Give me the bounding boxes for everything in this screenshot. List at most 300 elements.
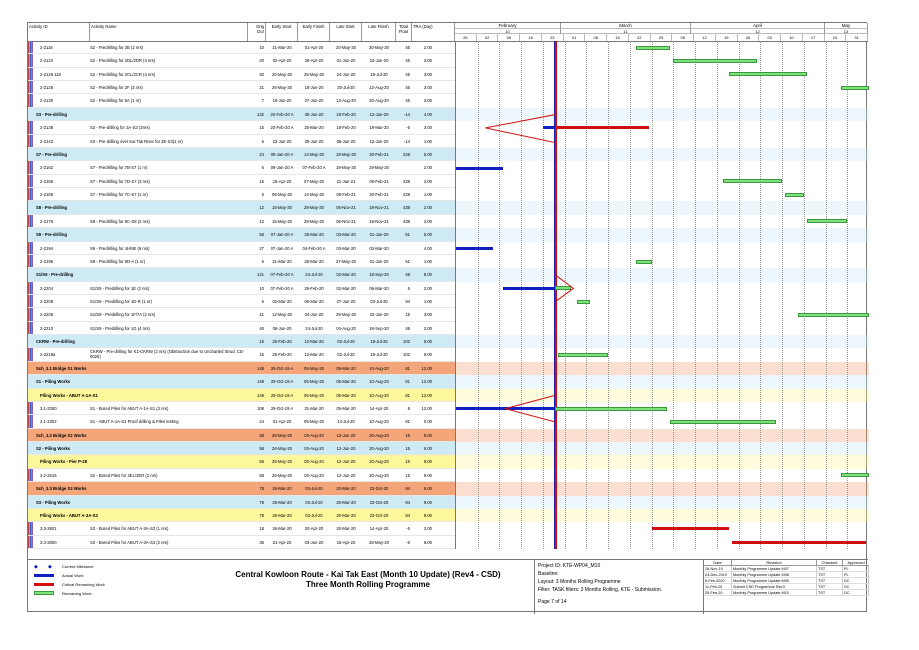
cell-tf: 228: [403, 178, 410, 184]
activity-id: 2-2219a: [40, 352, 56, 358]
cell-ls: 19-May-20: [335, 151, 356, 157]
rev-header-checked: Checked: [817, 560, 843, 566]
cell-tf: -5: [406, 125, 410, 131]
group-name: S1 - Piling Works: [36, 379, 71, 385]
cell-tra: 9.00: [423, 486, 432, 492]
cell-tra: 3.00: [423, 125, 432, 131]
activity-id: 2-2166: [40, 178, 54, 184]
cell-tf: 228: [403, 151, 410, 157]
cell-dur: 58: [259, 472, 264, 478]
activity-name: S7 - Predrilling for 7D-S7 (3 nrs): [90, 178, 150, 184]
cell-ls: 19-May-20: [335, 165, 356, 171]
cell-es: 20-May-20: [271, 71, 292, 77]
cell-ef: 28-May-20: [303, 205, 324, 211]
cell-ls: 29-May-20: [335, 312, 356, 318]
cell-tra: 2.00: [423, 285, 432, 291]
activity-id: 3.3-2801: [40, 526, 57, 532]
revision-cell: DC: [843, 590, 869, 596]
group-name: Sch_3.2 Bridge S2 Works: [36, 432, 87, 438]
group-row[interactable]: [28, 148, 455, 161]
gantt-sheet: [27, 22, 867, 612]
activity-name: S8 - Predrilling for 8C-S8 (2 nrs): [90, 218, 150, 224]
cell-ef: 30-Jun-20: [304, 138, 324, 144]
cell-ls: 12-Jun-20: [336, 446, 356, 452]
cell-lf: 19-Nov-21: [369, 218, 389, 224]
cell-ef: 03-Jul-20: [305, 499, 323, 505]
activity-name: S1 - Bored Piles for ABUT A-1A-S1 (3 nrs): [90, 405, 169, 411]
week-label: 16: [520, 34, 542, 41]
cell-tf: 438: [403, 218, 410, 224]
cell-dur: 21: [259, 312, 264, 318]
remaining-swatch: [34, 591, 54, 595]
cell-ls: 12-Jun-20: [336, 472, 356, 478]
revision-cell: TST: [817, 590, 843, 596]
cell-lf: 20-Aug-20: [369, 459, 389, 465]
cell-ls: 02-Jul-20: [337, 352, 355, 358]
group-row[interactable]: [28, 268, 455, 281]
cell-es: 02-Mar-20: [272, 299, 292, 304]
cell-es: 26-Mar-20: [272, 526, 292, 532]
cell-lf: 22-Jun-20: [369, 312, 389, 318]
cell-tf: 8: [407, 405, 410, 411]
cell-es: 09-Jan-20 A: [270, 151, 294, 157]
revision-cell: 11-Feb-20: [704, 584, 732, 590]
cell-ls: 24-Jun-20: [336, 71, 356, 77]
cell-ef: 14-May-20: [303, 192, 324, 198]
cell-ls: 06-Jun-20: [336, 138, 356, 144]
cell-es: 07-Feb-20 A: [270, 285, 294, 291]
cell-tra: 9.00: [423, 472, 432, 478]
table-row[interactable]: [28, 415, 455, 428]
table-row[interactable]: [28, 135, 455, 148]
activity-id: 2-2162: [40, 165, 54, 171]
activity-id: 2-2168: [40, 192, 54, 198]
table-row[interactable]: [28, 94, 455, 107]
col-late-start[interactable]: Late Start: [330, 23, 362, 41]
table-row[interactable]: [28, 175, 455, 188]
cell-lf: 18-Sep-20: [369, 325, 389, 331]
cell-lf: 23-Oct-20: [369, 486, 389, 492]
cell-dur: 20: [259, 58, 264, 64]
cell-lf: 18-Jul-20: [370, 352, 388, 358]
cell-es: 21-Mar-20: [272, 45, 292, 50]
cell-tf: 48: [405, 325, 410, 331]
week-label: 19: [716, 34, 738, 41]
cell-tra: 2.00: [423, 165, 432, 171]
cell-ls: 20-May-20: [335, 45, 356, 50]
cell-dur: 12: [259, 205, 264, 211]
week-label: 26: [455, 34, 477, 41]
group-row[interactable]: [28, 375, 455, 388]
cell-ls: 06-Nov-21: [336, 205, 356, 211]
group-name: S3 - Pre-drilling: [36, 111, 67, 117]
cell-ef: 24-Jul-20: [305, 272, 323, 278]
activity-id: 3.2-2516: [40, 472, 57, 478]
cell-dur: 40: [259, 325, 264, 331]
table-row[interactable]: [28, 469, 455, 482]
group-name: Sch_3.1 Bridge S1 Works: [36, 365, 87, 371]
group-row[interactable]: [28, 429, 455, 442]
activity-name: S2 - Bored Piles for 2EL/2ER (2 nrs): [90, 472, 158, 478]
cell-es: 26-Mar-20: [272, 499, 292, 505]
cell-ls: 02-Mar-20: [336, 272, 356, 278]
group-row[interactable]: [28, 496, 455, 509]
table-row[interactable]: [28, 308, 455, 321]
legend-label: Critical Remaining Work: [62, 582, 105, 587]
cell-tf: 438: [403, 205, 410, 211]
cell-dur: 6: [261, 138, 264, 144]
activity-name: S2 - Predrilling for 2DL/2DR (4 nrs): [90, 58, 156, 64]
cell-tra: 9.00: [423, 432, 432, 438]
cell-dur: 148: [257, 392, 264, 398]
cell-tra: 8.00: [423, 272, 432, 278]
cell-ef: 04-Feb-20 A: [302, 245, 326, 251]
cell-es: 26-May-20: [271, 459, 292, 465]
cell-ls: 03-Mar-20: [336, 232, 356, 238]
revision-cell: TST: [817, 572, 843, 578]
cell-es: 29-Oct-19 A: [270, 392, 294, 398]
month-label: February: [455, 23, 561, 29]
cell-tf: 94: [405, 299, 410, 304]
cell-es: 21-Apr-20: [272, 539, 292, 545]
cell-tra: 6.00: [423, 539, 432, 545]
rev-header-date: Date: [704, 560, 732, 566]
cell-tra: 9.00: [423, 446, 432, 452]
cell-lf: 12-Jun-20: [369, 138, 389, 144]
rev-header-revision: Revision: [732, 560, 817, 566]
cell-lf: 19-Nov-21: [369, 205, 389, 211]
progress-polyline: [485, 41, 573, 549]
cell-ef: 29-Apr-20: [304, 58, 324, 64]
cell-dur: 12: [259, 218, 264, 224]
column-header: [28, 23, 868, 42]
cell-lf: 10-Aug-20: [369, 365, 389, 371]
cell-ef: 05-May-20: [303, 392, 324, 398]
revision-cell: Submit CSD Programme Rev3: [732, 584, 817, 590]
legend-label: Remaining Work: [62, 591, 92, 596]
table-row[interactable]: [28, 161, 455, 174]
col-activity-name[interactable]: Activity Name: [90, 23, 248, 41]
table-row[interactable]: [28, 522, 455, 535]
cell-lf: 14-Apr-20: [369, 405, 389, 411]
week-label: 15: [607, 34, 629, 41]
cell-ef: 12-Mar-20: [304, 352, 324, 358]
cell-dur: 15: [259, 178, 264, 184]
group-row[interactable]: [28, 442, 455, 455]
revision-cell: Monthly Programme Update M09: [732, 578, 817, 584]
revision-cell: Monthly Programme Update M07: [732, 566, 817, 572]
cell-ef: 03-Aug-20: [304, 472, 324, 478]
activity-id: 2-2176: [40, 218, 54, 224]
cell-es: 07-Jan-20 A: [270, 245, 294, 251]
activity-id: 3.1-2302: [40, 419, 57, 425]
cell-ls: 05-Mar-20: [336, 365, 356, 371]
cell-es: 26-May-20: [271, 85, 292, 91]
cell-es: 15-May-20: [271, 218, 292, 224]
group-name: S9 - Pre-drilling: [36, 232, 67, 238]
cell-dur: 6: [261, 192, 264, 198]
group-row[interactable]: [28, 362, 455, 375]
cell-ls: 20-Mar-20: [336, 512, 356, 518]
activity-id: 2-2206: [40, 312, 54, 318]
revision-cell: PL: [843, 566, 869, 572]
activity-id: 2-2194: [40, 245, 54, 251]
cell-lf: 20-Feb-21: [369, 192, 389, 198]
cell-tf: 15: [405, 312, 410, 318]
cell-es: 07-Jan-20 A: [270, 232, 294, 238]
week-label: 26: [738, 34, 760, 41]
cell-tra: 3.00: [423, 85, 432, 91]
cell-lf: 18-Jul-20: [370, 339, 388, 345]
group-row[interactable]: [28, 389, 455, 402]
cell-ef: 24-Jul-20: [305, 325, 323, 331]
week-label: 31: [846, 34, 868, 41]
col-total-float[interactable]: Total Float: [396, 23, 412, 41]
cell-dur: 6: [261, 165, 264, 171]
group-row[interactable]: [28, 228, 455, 241]
col-late-finish[interactable]: Late Finish: [362, 23, 396, 41]
title-block: [28, 559, 868, 614]
activity-name: S7 - Predrilling for 7C-S7 (1 nr): [90, 192, 148, 198]
cell-tra: 3.00: [423, 312, 432, 318]
cell-ef: 04-Jun-20: [304, 312, 324, 318]
cell-tra: 9.00: [423, 512, 432, 518]
table-row[interactable]: [28, 81, 455, 94]
cell-tf: 15: [405, 472, 410, 478]
activity-name: S2 - Predrilling for 2CL/2CR (4 nrs): [90, 71, 156, 77]
cell-ls: 20-Mar-20: [336, 486, 356, 492]
cell-ef: 05-May-20: [303, 365, 324, 371]
cell-dur: 18: [259, 526, 264, 532]
month-label: March: [561, 23, 691, 29]
cell-ls: 12-Jun-20: [336, 432, 356, 438]
page-number: Page 7 of 14: [538, 599, 567, 605]
cell-ls: 05-Mar-20: [336, 405, 356, 411]
revision-table: [703, 560, 869, 614]
cell-es: 18-Apr-20: [272, 178, 292, 184]
cell-tf: 45: [405, 58, 410, 64]
table-row[interactable]: [28, 348, 455, 361]
activity-name: S1/S9 - Predrilling for 1G (4 nrs): [90, 325, 150, 331]
cell-lf: 01-Jun-20: [369, 258, 389, 264]
revision-cell: TST: [817, 578, 843, 584]
activity-name: S1/S9 - Predrilling for 1E (2 nrs): [90, 285, 150, 291]
cell-lf: 20-Aug-20: [369, 432, 389, 438]
cell-tra: 1.00: [423, 258, 432, 264]
table-row[interactable]: [28, 322, 455, 335]
cell-es: 09-Jan-20 A: [270, 165, 294, 171]
title-line-1: Central Kowloon Route - Kai Tak East (Month 10 Update) (Rev4 - CSD): [235, 570, 501, 579]
cell-lf: 19-Mar-20: [369, 125, 389, 131]
cell-dur: 10: [259, 285, 264, 291]
cell-dur: 132: [257, 111, 264, 117]
group-row[interactable]: [28, 108, 455, 121]
project-info: [534, 560, 704, 614]
cell-dur: 15: [259, 125, 264, 131]
cell-ef: 03-Aug-20: [304, 432, 324, 438]
cell-es: 26-Mar-20: [272, 512, 292, 518]
cell-es: 26-Mar-20: [272, 486, 292, 492]
cell-lf: 20-Aug-20: [369, 472, 389, 478]
group-row[interactable]: [28, 335, 455, 348]
revision-cell: PL: [843, 572, 869, 578]
cell-dur: 5: [261, 258, 264, 264]
cell-lf: 20-Aug-20: [369, 446, 389, 452]
cell-lf: 06-Feb-21: [369, 178, 389, 184]
col-orig-dur[interactable]: Orig Dur: [248, 23, 266, 41]
group-name: S2 - Piling Works: [36, 446, 71, 452]
revision-cell: 5-Feb-2020: [704, 578, 732, 584]
cell-ls: 20-Jul-20: [337, 85, 355, 91]
cell-tf: -5: [406, 526, 410, 532]
cell-tra: 1.00: [423, 192, 432, 198]
table-row[interactable]: [28, 215, 455, 228]
cell-ef: 03-Jul-20: [305, 512, 323, 518]
activity-id: 2-2128: [40, 85, 54, 91]
cell-dur: 10: [259, 45, 264, 50]
cell-tra: 0.00: [423, 419, 432, 425]
table-row[interactable]: [28, 242, 455, 255]
table-row[interactable]: [28, 282, 455, 295]
cell-lf: 30-May-20: [368, 45, 389, 50]
cell-dur: 36: [259, 539, 264, 545]
cell-ef: 12-Mar-20: [304, 339, 324, 345]
cell-dur: 58: [259, 432, 264, 438]
table-row[interactable]: [28, 121, 455, 134]
cell-tf: 94: [405, 486, 410, 492]
cell-dur: 24: [259, 419, 264, 425]
cell-tra: 4.00: [423, 245, 432, 251]
col-early-start[interactable]: Early Start: [266, 23, 298, 41]
table-row[interactable]: [28, 54, 455, 67]
cell-ef: 05-May-20: [303, 419, 324, 425]
activity-id: 2-2208: [40, 299, 54, 304]
cell-ef: 25-May-20: [303, 71, 324, 77]
cell-tra: 2.00: [423, 205, 432, 211]
group-name: Piling Works - ABUT A-3A-S3: [40, 512, 98, 518]
cell-tf: 51: [405, 258, 410, 264]
col-early-finish[interactable]: Early Finish: [298, 23, 330, 41]
activity-name: S3 - Pre-drilling for 3A-S3 (3nrs): [90, 125, 150, 131]
cell-dur: 24: [259, 151, 264, 157]
activity-name: S7 - Predrilling for 7B-S7 (1 nr): [90, 165, 148, 171]
activity-name: S2 - Predrilling for 2F (3 nrs): [90, 85, 143, 91]
cell-lf: 03-Mar-20: [369, 245, 389, 251]
cell-lf: 28-May-20: [368, 539, 389, 545]
cell-lf: 03-Jul-20: [370, 299, 388, 304]
cell-es: 25-Feb-20: [272, 339, 292, 345]
cell-ls: 05-Mar-20: [336, 392, 356, 398]
cell-ef: 07-May-20: [303, 178, 324, 184]
cell-es: 19-Jun-20: [272, 98, 292, 104]
cell-tra: 5.00: [423, 151, 432, 157]
activity-id: 3.3-2800: [40, 539, 57, 545]
cell-es: 23-Jun-20: [272, 138, 292, 144]
cell-lf: 23-Jun-20: [369, 58, 389, 64]
cell-tra: 5.00: [423, 232, 432, 238]
activity-name: S1/S9 - Predrilling for 1D-R (1 nr): [90, 299, 152, 304]
cell-dur: 121: [257, 272, 264, 278]
cell-es: 26-May-20: [271, 446, 292, 452]
group-row[interactable]: [28, 201, 455, 214]
cell-dur: 15: [259, 352, 264, 358]
week-label: 03: [759, 34, 781, 41]
group-row[interactable]: [28, 455, 455, 468]
table-row[interactable]: [28, 188, 455, 201]
table-row[interactable]: [28, 255, 455, 268]
cell-dur: 21: [259, 85, 264, 91]
cell-tf: 15: [405, 446, 410, 452]
table-row[interactable]: [28, 68, 455, 81]
cell-tra: 5.00: [423, 352, 432, 358]
cell-ef: 26-Mar-20: [304, 232, 324, 238]
cell-ls: 03-Mar-20: [336, 245, 356, 251]
project-layout: Layout: 3 Months Rolling Programme: [538, 579, 621, 585]
cell-dur: 78: [259, 499, 264, 505]
cell-tf: 5: [407, 285, 410, 291]
cell-lf: 14-Apr-20: [369, 526, 389, 532]
title-line-2: Three Month Rolling Programme: [305, 580, 430, 589]
cell-es: 21-Mar-20: [272, 258, 292, 264]
cell-lf: 12-Jun-20: [369, 111, 389, 117]
cell-tra: 3.00: [423, 526, 432, 532]
cell-tra: 5.00: [423, 339, 432, 345]
project-filter: Filter: TASK filters: 3 Months Rolling, KTE - Submission.: [538, 587, 663, 593]
cell-tf: 48: [405, 272, 410, 278]
group-row[interactable]: [28, 509, 455, 522]
activity-id: 2-2142: [40, 138, 54, 144]
cell-tra: 2.00: [423, 178, 432, 184]
cell-tra: 3.00: [423, 71, 432, 77]
group-name: S3 - Piling Works: [36, 499, 71, 505]
col-tra[interactable]: TRA (Day): [412, 23, 455, 41]
cell-ls: 19-Feb-20: [336, 125, 356, 131]
col-activity-id[interactable]: Activity ID: [28, 23, 90, 41]
table-row[interactable]: [28, 41, 455, 54]
group-name: Piling Works - ABUT A-1A-S1: [40, 392, 98, 398]
cell-ls: 27-May-20: [335, 258, 356, 264]
cell-tf: 81: [405, 419, 410, 425]
cell-es: 29-Oct-19 A: [270, 365, 294, 371]
cell-ef: 01-Apr-20: [304, 45, 324, 50]
cell-tra: 12.00: [421, 379, 432, 385]
cell-ef: 27-Jun-20: [304, 98, 324, 104]
critical-swatch: [34, 583, 54, 586]
cell-tf: 45: [405, 98, 410, 104]
activity-id: 2-2210: [40, 325, 54, 331]
cell-es: 26-May-20: [271, 432, 292, 438]
table-row[interactable]: [28, 295, 455, 308]
cell-dur: 58: [259, 446, 264, 452]
group-row[interactable]: [28, 482, 455, 495]
cell-ls: 05-Mar-20: [336, 379, 356, 385]
revision-cell: TST: [817, 584, 843, 590]
activity-id: 2-2122: [40, 58, 54, 64]
cell-tra: 12.00: [421, 405, 432, 411]
cell-tra: 1.00: [423, 299, 432, 304]
activity-name: S9 - Predrilling for 9D-A (1 nr): [90, 258, 146, 264]
cell-lf: 18-Jul-20: [370, 71, 388, 77]
revision-cell: 26-Nov-19: [704, 566, 732, 572]
cell-ls: 20-Mar-20: [336, 499, 356, 505]
table-row[interactable]: [28, 536, 455, 549]
activity-name: S3 - Bored Piles for ABUT A-3A-S3 (2 nrs): [90, 539, 169, 545]
cell-dur: 5: [261, 299, 264, 304]
table-row[interactable]: [28, 402, 455, 415]
cell-ef: 05-May-20: [303, 379, 324, 385]
cell-es: 06-Jun-20: [272, 325, 292, 331]
legend-label: Current Milestone: [62, 564, 94, 569]
